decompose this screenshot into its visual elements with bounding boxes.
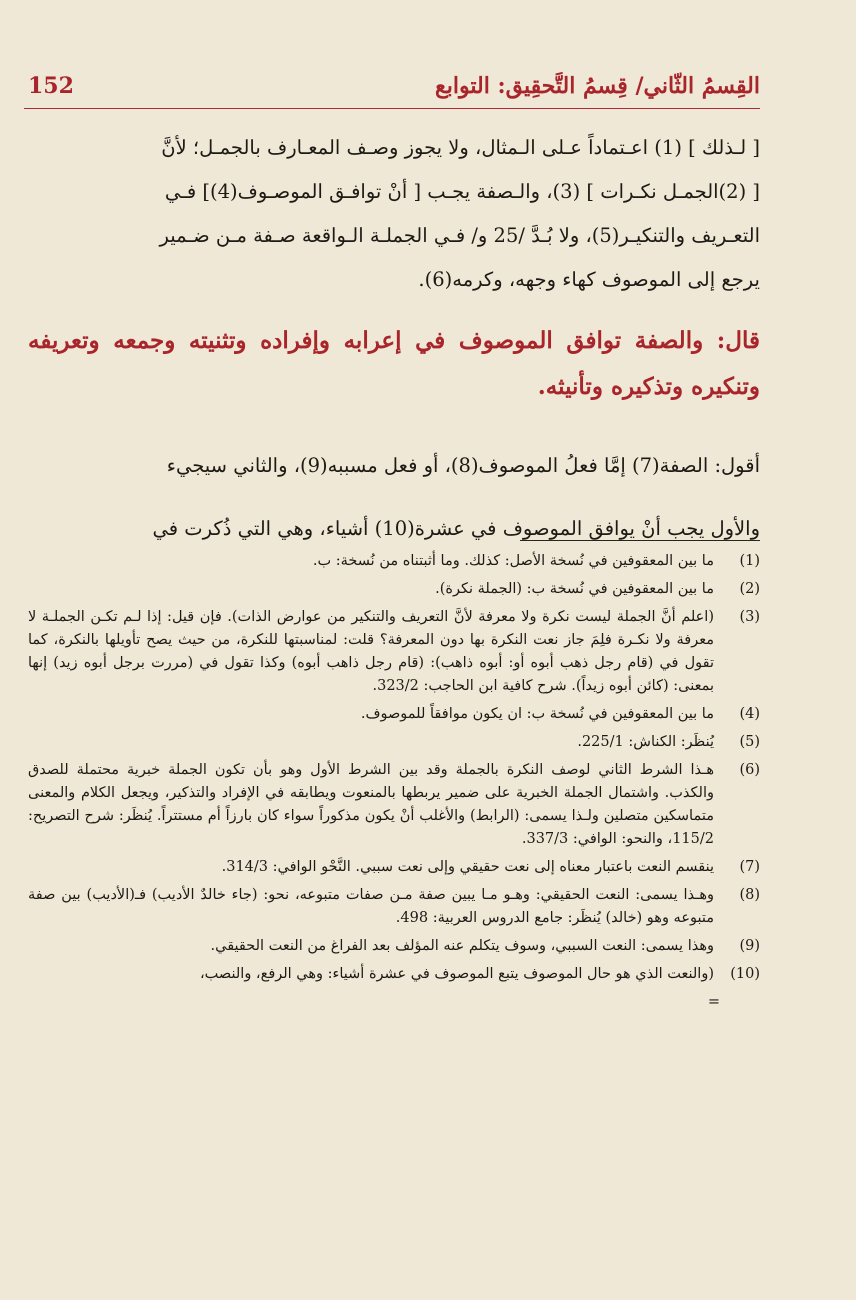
footnote-text: وهذا يسمى: النعت السببي، وسوف يتكلم عنه المؤلف بعد الفراغ من النعت الحقيقي. <box>210 938 714 954</box>
footnote-text: ينقسم النعت باعتبار معناه إلى نعت حقيقي وإلى نعت سببي. النَّحْو الوافي: 314/3. <box>221 859 714 875</box>
footnotes <box>28 550 760 1014</box>
header-divider <box>24 108 760 109</box>
footnote-text: هـذا الشرط الثاني لوصف النكرة بالجملة وقد بين الشرط الأول وهو بأن تكون الجملة خبرية محتملة للصدق والكذب. واشتمال الجملة الخبرية على ضمير يربطها بالمنعوت ويطابقه في الإفراد والتذكير، ويجعل الكلام والمعنى متماسكين متصلين ولـذا يسمى: (الرابط) والأغلب أنْ يكون مذكوراً سواء كان بارزاً أم مستتراً. يُنظَر: شرح التصريح: 115/2، والنحو: الوافي: 337/3. <box>28 762 714 847</box>
commentary-text <box>28 424 760 571</box>
text-line: والأول يجب أنْ يوافق الموصوف في عشرة(10) أشياء، وهي التي ذُكرت في <box>152 517 760 540</box>
footnote <box>28 856 760 879</box>
footnote-number: (3) <box>739 609 760 625</box>
footnote <box>28 550 760 573</box>
running-header <box>28 66 760 106</box>
footnote <box>28 935 760 958</box>
text-line: التعـريف والتنكيـر(5)، ولا بُـدَّ /25 و/ فـي الجملـة الـواقعة صـفة مـن ضـمير <box>159 224 760 247</box>
footnote <box>28 578 760 601</box>
footnote-number: (6) <box>739 762 760 778</box>
footnote-number: (2) <box>739 581 760 597</box>
footnote-number: (9) <box>739 938 760 954</box>
footnote <box>28 606 760 698</box>
footnote <box>28 884 760 930</box>
text-line: يرجع إلى الموصوف كهاء وجهه، وكرمه(6). <box>418 268 760 291</box>
text-line: أقول: الصفة(7) إمَّا فعلُ الموصوف(8)، أو فعل مسببه(9)، والثاني سيجيء <box>166 453 760 477</box>
footnote-text: (والنعت الذي هو حال الموصوف يتبع الموصوف في عشرة أشياء: وهي الرفع، والنصب، <box>200 966 714 982</box>
text-line: [ (2)الجمـل نكـرات ] (3)، والـصفة يجـب [ أنْ توافـق الموصـوف(4)] فـي <box>164 180 760 203</box>
footnote-number: (7) <box>739 859 760 875</box>
continuation-mark: = <box>707 994 720 1010</box>
footnote <box>28 963 760 986</box>
footnote-text: ما بين المعقوفين في نُسخة ب: (الجملة نكرة). <box>435 581 714 597</box>
footnote-number: (10) <box>730 966 760 982</box>
chapter-title: القِسمُ الثّاني/ قِسمُ التَّحقِيق: التوابع <box>435 73 760 99</box>
footnote-number: (1) <box>739 553 760 569</box>
footnote-number: (8) <box>739 887 760 903</box>
footnote-text: وهـذا يسمى: النعت الحقيقي: وهـو مـا يبين صفة مـن صفات متبوعه، نحو: (جاء خالدٌ الأديب) فـ(الأديب) بين صفة متبوعه وهو (خالد) يُنظَر: جامع الدروس العربية: 498. <box>28 887 714 926</box>
footnote-number: (4) <box>739 706 760 722</box>
footnote-text: يُنظَر: الكناش: 225/1. <box>577 734 714 750</box>
page-number: 152 <box>28 73 74 99</box>
footnote-number: (5) <box>739 734 760 750</box>
footnote <box>28 759 760 851</box>
footnote-text: ما بين المعقوفين في نُسخة ب: ان يكون موافقاً للموصوف. <box>360 706 714 722</box>
text-line: [ لـذلك ] (1) اعـتماداً عـلى الـمثال، ولا يجوز وصـف المعـارف بالجمـل؛ لأنَّ <box>161 136 760 159</box>
footnote <box>28 703 760 726</box>
footnote-text: (اعلم أنَّ الجملة ليست نكرة ولا معرفة لأنَّ التعريف والتنكير من عوارض الذات). فإن قيل: إذا لـم تكـن الجملـة لا معرفة ولا نكـرة فلِمَ جاز نعت النكرة بها دون المعرفة؟ قلت: لمناسبتها للنكرة، من حيث يصح تأويلها بالنكرة، كما تقول في (قام رجل ذهب أبوه أو: أبوه ذاهب): (قام رجل ذاهب أبوه) وكذا تقول في (مررت برجل أبوه زيد) إنها بمعنى: (كائن أبوه زيداً). شرح كافية ابن الحاجب: 323/2. <box>28 609 714 694</box>
footnote-text: ما بين المعقوفين في نُسخة الأصل: كذلك. وما أثبتناه من نُسخة: ب. <box>312 553 714 569</box>
main-text <box>28 126 760 302</box>
footnote-divider <box>520 540 760 541</box>
footnote <box>28 731 760 754</box>
matn-heading: قال: والصفة توافق الموصوف في إعرابه وإفراده وتثنيته وجمعه وتعريفه وتنكيره وتذكيره وتأنيثه. <box>28 327 760 400</box>
